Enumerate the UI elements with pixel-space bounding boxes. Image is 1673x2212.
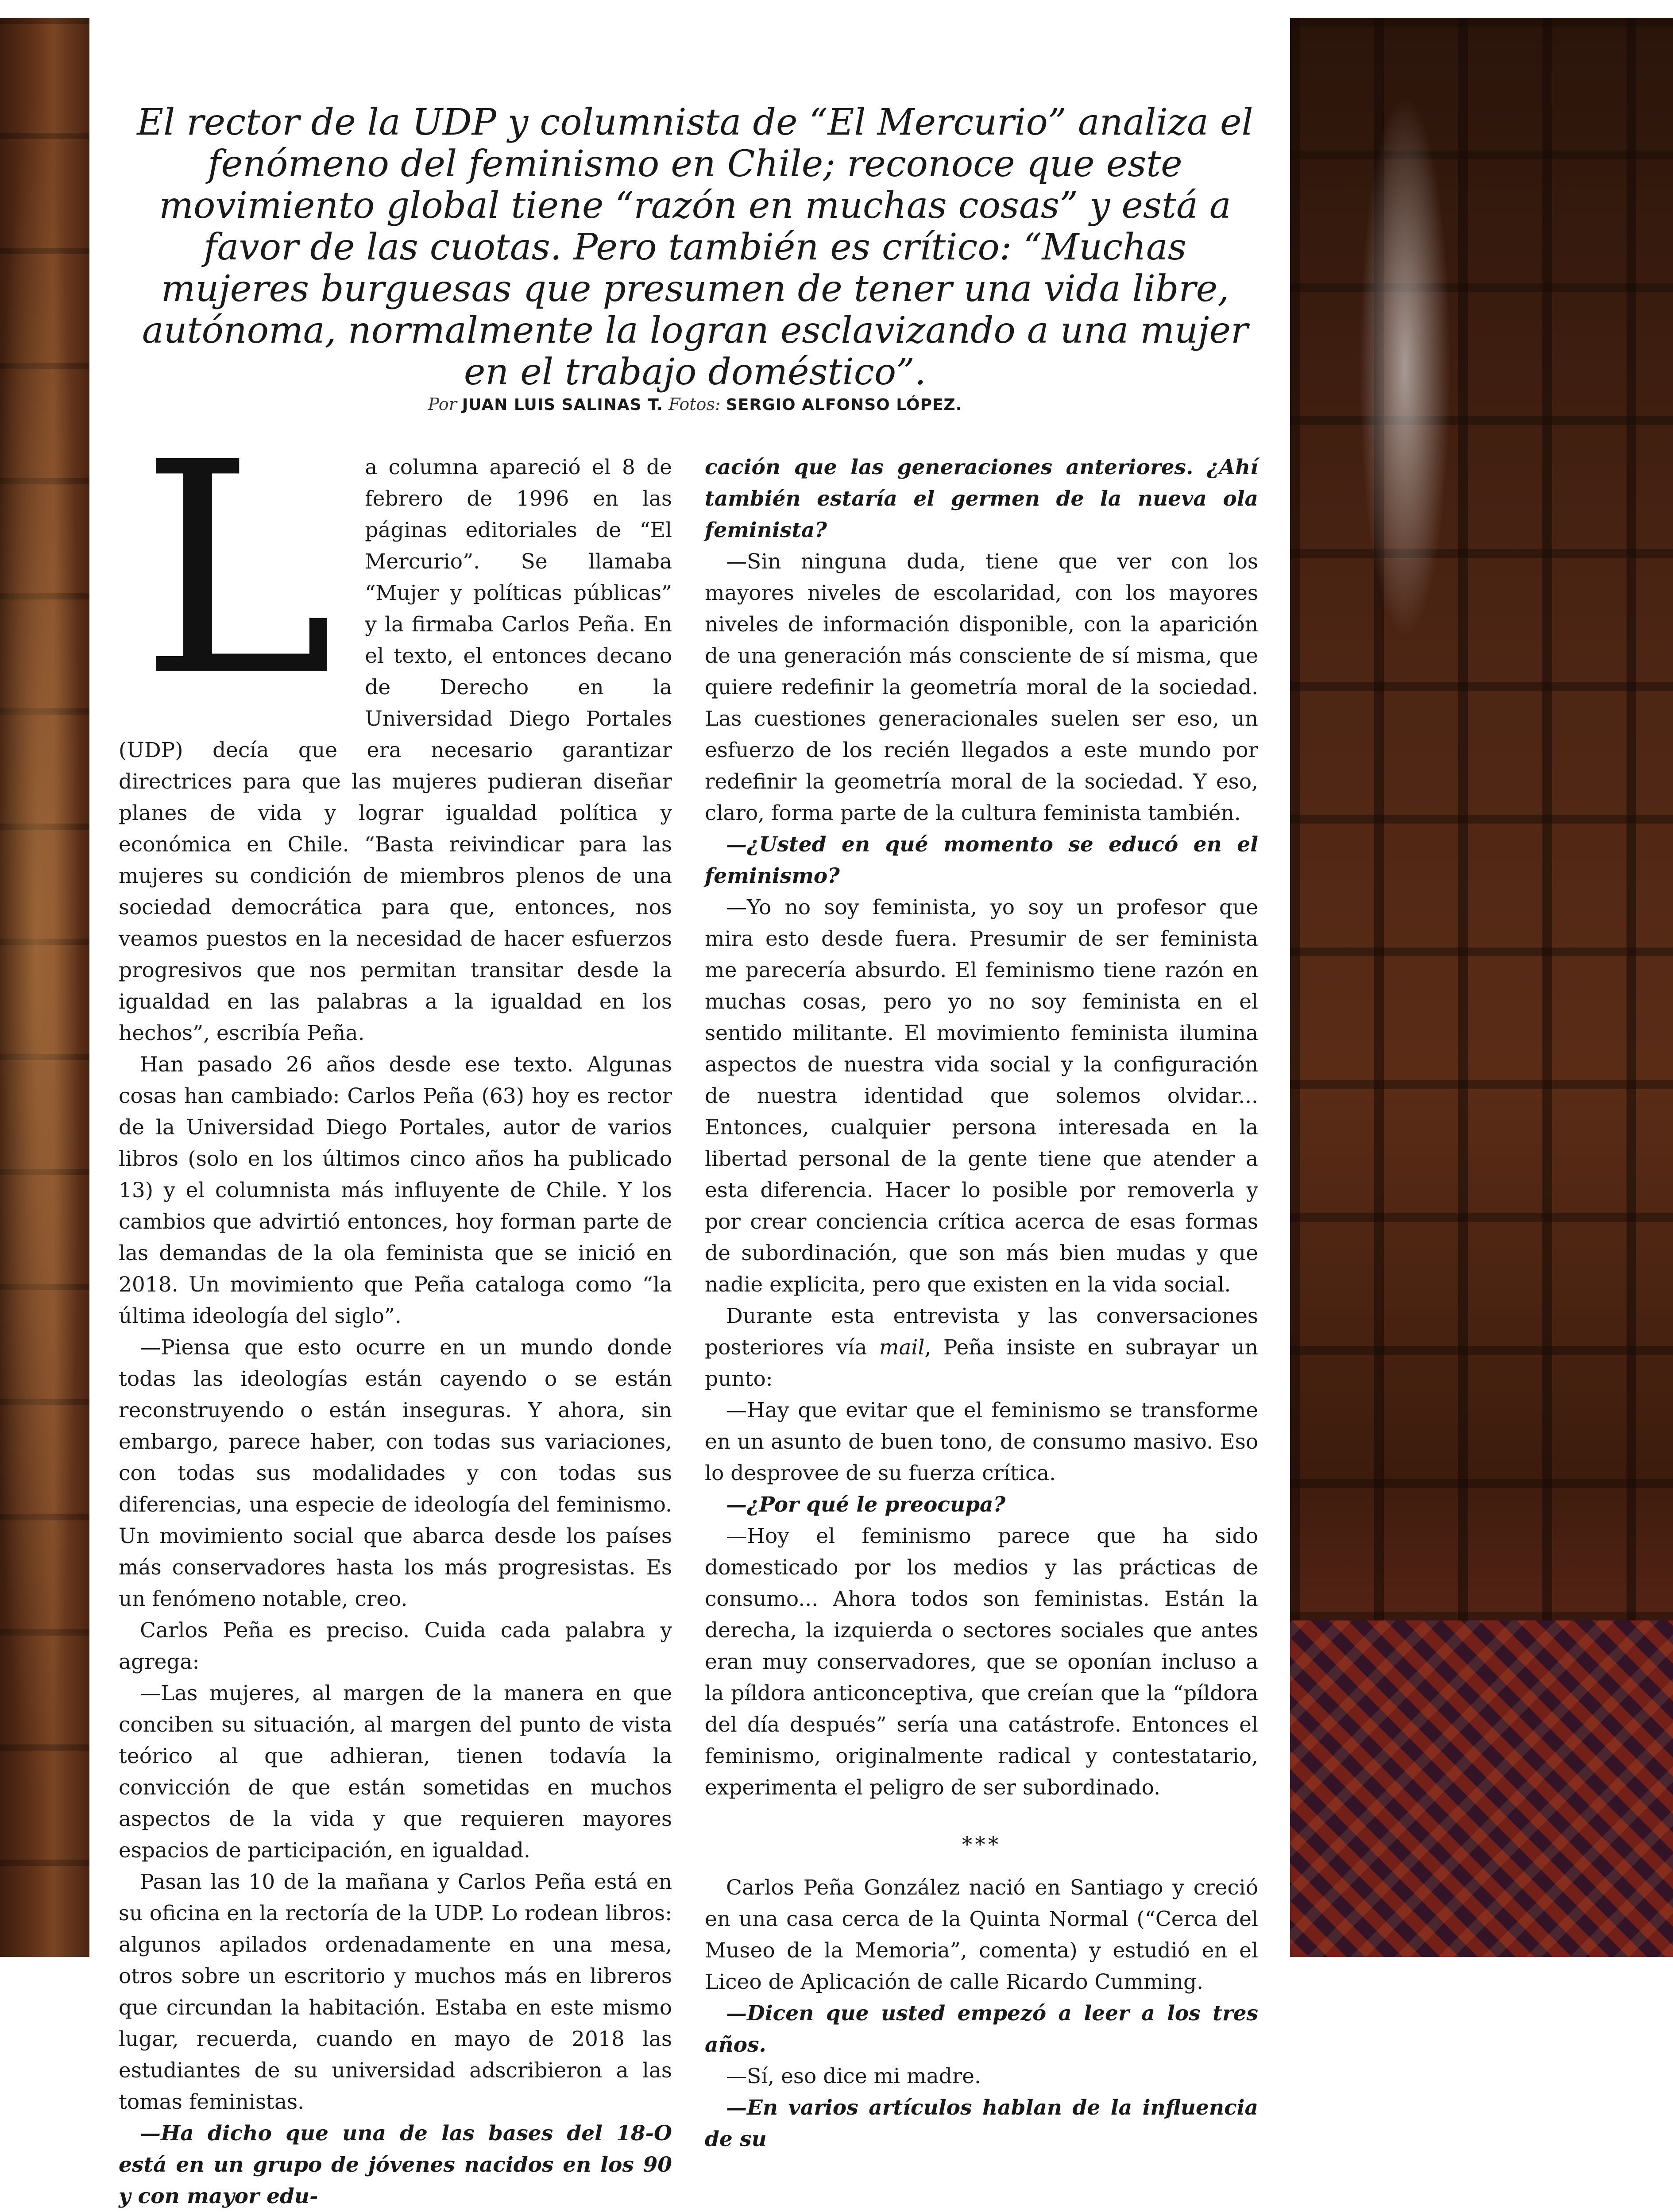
paragraph [705,1300,1258,1395]
interview-question: cación que las generaciones anteriores. ¿Ahí también estaría el germen de la nueva ola feminista? [705,455,1258,542]
byline-photographer: SERGIO ALFONSO LÓPEZ. [726,396,962,414]
mail-word: mail [879,1335,925,1360]
interview-question: —En varios artículos hablan de la influencia de su [705,2096,1258,2151]
paragraph: a columna apareció el 8 de febrero de 1996 en las páginas editoriales de “El Mercurio”. Se llamaba “Mujer y políticas públicas” y la firmaba Carlos Peña. En el texto, el entonces decano de Derecho en la Universidad Diego Portales (UDP) decía que era necesario garantizar directrices para que las mujeres pudieran diseñar planes de vida y lograr igualdad política y económica en Chile. “Basta reivindicar para las mujeres su condición de miembros plenos de una sociedad democrática para que, entonces, nos veamos puestos en la necesidad de hacer esfuerzos progresivos que nos permitan transitar desde la igualdad en las palabras a la igualdad en los hechos”, escribía Peña. [119,455,672,1045]
paragraph: —Piensa que esto ocurre en un mundo donde todas las ideologías están cayendo o se están reconstruyendo o están inseguras. Y ahora, sin embargo, parece haber, con todas sus variaciones, con todas sus modalidades y con todas sus diferencias, una especie de ideología del feminismo. Un movimiento social que abarca desde los países más conservadores hasta los más progresistas. Es un fenómeno notable, creo. [119,1335,672,1611]
paragraph: Pasan las 10 de la mañana y Carlos Peña está en su oficina en la rectoría de la UDP. Lo rodean libros: algunos apilados ordenadamente en una mesa, otros sobre un escritorio y muchos más en libreros que circundan la habitación. Estaba en este mismo lugar, recuerda, cuando en mayo de 2018 las estudiantes de su universidad adscribieron a las tomas feministas. [119,1870,672,2114]
section-separator: *** [962,1833,1001,1857]
paragraph: Han pasado 26 años desde ese texto. Algunas cosas han cambiado: Carlos Peña (63) hoy es rector de la Universidad Diego Portales, autor de varios libros (solo en los últimos cinco años ha publicado 13) y el columnista más influyente de Chile. Y los cambios que advirtió entonces, hoy forman parte de las demandas de la ola feminista que se inició en 2018. Un movimiento que Peña cataloga como “la última ideología del siglo”. [119,1052,672,1328]
paragraph: —Las mujeres, al margen de la manera en que conciben su situación, al margen del punto de vista teórico al que adhieran, tienen todavía la convicción de que están sometidas en muchos aspectos de la vida y que requieren mayores espacios de participación, en igualdad. [119,1681,672,1863]
byline-author: JUAN LUIS SALINAS T. [462,396,663,414]
paragraph-text: Durante esta entrevista y las conversaciones posteriores vía [705,1304,1258,1360]
interview-question: —Ha dicho que una de las bases del 18-O está en un grupo de jóvenes nacidos en los 90 y con mayor edu- [119,2121,672,2208]
byline-by-label: Por [428,394,457,414]
paragraph: Carlos Peña es preciso. Cuida cada palabra y agrega: [119,1618,672,1674]
photo-rug [1290,1620,1673,1957]
photo-right-bookcase [1290,18,1673,1957]
article-column-right [705,452,1258,2155]
paragraph: —Hay que evitar que el feminismo se transforme en un asunto de buen tono, de consumo masivo. Eso lo desprovee de su fuerza crítica. [705,1398,1258,1485]
paragraph: —Hoy el feminismo parece que ha sido domesticado por los medios y las prácticas de consumo... Ahora todos son feministas. Están la derecha, la izquierda o sectores sociales que antes eran muy conservadores, que se oponían incluso a la píldora anticonceptiva, que creían que la “píldora del día después” sería una catástrofe. Entonces el feminismo, originalmente radical y contestatario, experimenta el peligro de ser subordinado. [705,1524,1258,1800]
interview-question: —¿Por qué le preocupa? [726,1493,1006,1517]
drop-cap: L [140,400,334,740]
paragraph-text: , Peña insiste en subrayar un punto: [705,1335,1258,1391]
byline-photos-label: Fotos: [668,394,721,414]
photo-left-office [0,18,89,1957]
paragraph: Carlos Peña González nació en Santiago y creció en una casa cerca de la Quinta Normal (“Cerca del Museo de la Memoria”, comenta) y estudió en el Liceo de Aplicación de calle Ricardo Cumming. [705,1876,1258,1994]
paragraph: —Sí, eso dice mi madre. [726,2064,981,2088]
article-deck: El rector de la UDP y columnista de “El Mercurio” analiza el fenómeno del feminismo en Chile; reconoce que este movimiento global tiene “razón en muchas cosas” y está a favor de las cuotas. Pero también es crítico: “Muchas mujeres burguesas que presumen de tener una vida libre, autónoma, normalmente la logran esclavizando a una mujer en el trabajo doméstico”. [137,101,1253,393]
paragraph: —Yo no soy feminista, yo soy un profesor que mira esto desde fuera. Presumir de ser feminista me parecería absurdo. El feminismo tiene razón en muchas cosas, pero yo no soy feminista en el sentido militante. El movimiento feminista ilumina aspectos de nuestra vida social y la configuración de nuestra identidad que solemos olvidar... Entonces, cualquier persona interesada en la libertad personal de la gente tiene que atender a esta diferencia. Hacer lo posible por removerla y por crear conciencia crítica acerca de esas formas de subordinación, que son más bien mudas y que nadie explicita, pero que existen en la vida social. [705,895,1258,1297]
interview-question: —¿Usted en qué momento se educó en el feminismo? [705,832,1258,888]
paragraph: —Sin ninguna duda, tiene que ver con los mayores niveles de escolaridad, con los mayores niveles de información disponible, con la aparición de una generación más consciente de sí misma, que quiere redefinir la geometría moral de la sociedad. Las cuestiones generacionales suelen ser eso, un esfuerzo de los recién llegados a este mundo por redefinir la geometría moral de la sociedad. Y eso, claro, forma parte de la cultura feminista también. [705,549,1258,825]
interview-question: —Dicen que usted empezó a leer a los tres años. [705,2001,1258,2057]
